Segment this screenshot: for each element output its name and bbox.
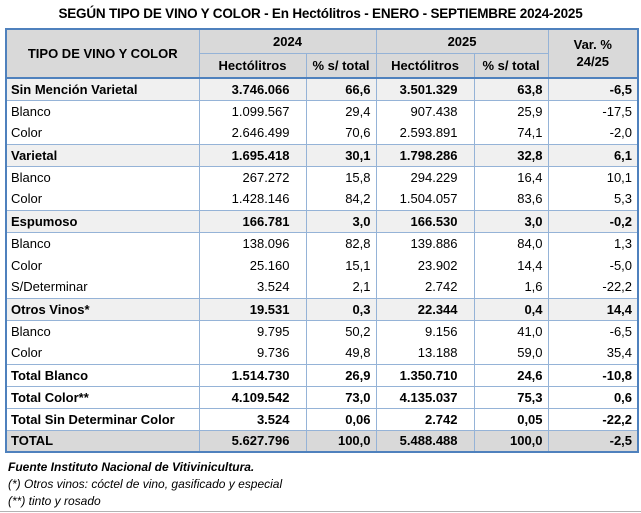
row-value-pct-2025: 0,05 [474,408,548,430]
row-value-pct-2025: 63,8 [474,78,548,100]
row-value-hectolitros-2024: 5.627.796 [199,430,306,452]
row-value-hectolitros-2025: 3.501.329 [376,78,474,100]
row-value-pct-2025: 1,6 [474,276,548,298]
row-value-hectolitros-2025: 1.504.057 [376,188,474,210]
row-label: S/Determinar [6,276,199,298]
row-value-pct-2024: 0,06 [306,408,376,430]
row-label: Blanco [6,166,199,188]
table-row [6,122,638,144]
table-row [6,232,638,254]
table-title: SEGÚN TIPO DE VINO Y COLOR - En Hectólitros - ENERO - SEPTIEMBRE 2024-2025 [58,6,583,21]
row-value-pct-2025: 14,4 [474,254,548,276]
footnote-otros-vinos: (*) Otros vinos: cóctel de vino, gasificado y especial [8,477,283,491]
row-value-hectolitros-2025: 5.488.488 [376,430,474,452]
row-value-hectolitros-2024: 1.514.730 [199,364,306,386]
table-row [6,320,638,342]
row-label: Color [6,188,199,210]
column-header-hectolitros-2024: Hectólitros [199,53,306,78]
row-value-var: 1,3 [548,232,638,254]
table-row [6,166,638,188]
row-value-hectolitros-2025: 22.344 [376,298,474,320]
row-value-hectolitros-2025: 13.188 [376,342,474,364]
row-value-pct-2025: 32,8 [474,144,548,166]
row-value-pct-2025: 24,6 [474,364,548,386]
row-value-hectolitros-2025: 23.902 [376,254,474,276]
row-value-pct-2025: 16,4 [474,166,548,188]
row-value-pct-2024: 0,3 [306,298,376,320]
row-value-var: -6,5 [548,78,638,100]
row-value-pct-2024: 73,0 [306,386,376,408]
row-value-pct-2024: 50,2 [306,320,376,342]
row-value-var: -17,5 [548,100,638,122]
row-value-hectolitros-2024: 25.160 [199,254,306,276]
row-value-hectolitros-2024: 9.736 [199,342,306,364]
row-value-hectolitros-2025: 2.742 [376,276,474,298]
row-value-hectolitros-2025: 1.798.286 [376,144,474,166]
row-label: Blanco [6,232,199,254]
row-label: Color [6,254,199,276]
table-row [6,144,638,166]
row-value-pct-2024: 26,9 [306,364,376,386]
column-header-2025: 2025 [376,29,548,53]
row-value-hectolitros-2025: 166.530 [376,210,474,232]
row-value-hectolitros-2025: 2.742 [376,408,474,430]
row-value-var: -2,0 [548,122,638,144]
table-row [6,430,638,452]
row-value-hectolitros-2024: 3.746.066 [199,78,306,100]
var-header-line2: 24/25 [576,53,610,69]
row-value-pct-2024: 30,1 [306,144,376,166]
row-value-var: 0,6 [548,386,638,408]
bottom-divider [0,511,641,512]
row-value-pct-2025: 25,9 [474,100,548,122]
row-label: Blanco [6,320,199,342]
row-label: Total Sin Determinar Color [6,408,199,430]
row-value-hectolitros-2024: 9.795 [199,320,306,342]
row-value-var: -10,8 [548,364,638,386]
row-value-pct-2024: 3,0 [306,210,376,232]
table-row [6,254,638,276]
table-row [6,364,638,386]
column-header-var [548,29,638,78]
table-row [6,386,638,408]
table-row [6,100,638,122]
row-value-pct-2024: 100,0 [306,430,376,452]
row-label: Varietal [6,144,199,166]
table-row [6,298,638,320]
row-value-pct-2025: 83,6 [474,188,548,210]
table-row [6,276,638,298]
row-value-hectolitros-2024: 3.524 [199,408,306,430]
row-value-pct-2025: 100,0 [474,430,548,452]
row-label: Color [6,122,199,144]
row-value-pct-2025: 3,0 [474,210,548,232]
row-value-hectolitros-2024: 166.781 [199,210,306,232]
var-header-line1: Var. % [573,37,612,53]
row-label: Color [6,342,199,364]
table-row [6,78,638,100]
row-value-hectolitros-2024: 2.646.499 [199,122,306,144]
row-value-var: 14,4 [548,298,638,320]
wine-statistics-table [5,28,639,453]
row-value-hectolitros-2025: 9.156 [376,320,474,342]
row-value-hectolitros-2024: 4.109.542 [199,386,306,408]
table-row [6,210,638,232]
row-value-var: -22,2 [548,408,638,430]
row-label: TOTAL [6,430,199,452]
row-value-pct-2025: 41,0 [474,320,548,342]
row-value-hectolitros-2025: 4.135.037 [376,386,474,408]
row-value-pct-2024: 49,8 [306,342,376,364]
row-value-pct-2025: 74,1 [474,122,548,144]
row-label: Total Color** [6,386,199,408]
row-value-var: 6,1 [548,144,638,166]
row-value-hectolitros-2025: 139.886 [376,232,474,254]
row-label: Total Blanco [6,364,199,386]
row-value-pct-2024: 82,8 [306,232,376,254]
row-value-var: -2,5 [548,430,638,452]
row-label: Espumoso [6,210,199,232]
row-value-pct-2024: 15,1 [306,254,376,276]
row-value-pct-2024: 70,6 [306,122,376,144]
column-header-pct-2024: % s/ total [306,53,376,78]
footnote-tinto-rosado: (**) tinto y rosado [8,494,101,508]
row-value-hectolitros-2024: 1.428.146 [199,188,306,210]
row-label: Sin Mención Varietal [6,78,199,100]
row-value-pct-2024: 29,4 [306,100,376,122]
row-value-var: -0,2 [548,210,638,232]
footnotes [8,459,282,510]
row-value-hectolitros-2024: 3.524 [199,276,306,298]
row-label: Otros Vinos* [6,298,199,320]
row-label: Blanco [6,100,199,122]
header-row-years [6,29,638,53]
row-value-hectolitros-2025: 1.350.710 [376,364,474,386]
row-value-pct-2025: 75,3 [474,386,548,408]
column-header-2024: 2024 [199,29,376,53]
table-row [6,188,638,210]
table-row [6,408,638,430]
row-value-pct-2024: 15,8 [306,166,376,188]
row-value-pct-2025: 59,0 [474,342,548,364]
column-header-pct-2025: % s/ total [474,53,548,78]
row-value-hectolitros-2024: 1.695.418 [199,144,306,166]
row-value-hectolitros-2025: 907.438 [376,100,474,122]
row-value-hectolitros-2024: 267.272 [199,166,306,188]
row-value-var: 10,1 [548,166,638,188]
footnote-source: Fuente Instituto Nacional de Vitivinicultura. [8,460,255,474]
row-value-hectolitros-2025: 2.593.891 [376,122,474,144]
row-value-pct-2024: 84,2 [306,188,376,210]
table-body [6,78,638,452]
row-value-hectolitros-2025: 294.229 [376,166,474,188]
row-value-var: 35,4 [548,342,638,364]
row-value-hectolitros-2024: 19.531 [199,298,306,320]
row-value-var: 5,3 [548,188,638,210]
table-row [6,342,638,364]
column-header-hectolitros-2025: Hectólitros [376,53,474,78]
row-value-pct-2024: 66,6 [306,78,376,100]
row-value-var: -22,2 [548,276,638,298]
column-header-tipo: TIPO DE VINO Y COLOR [6,29,199,78]
row-value-var: -5,0 [548,254,638,276]
table-header [6,29,638,78]
row-value-pct-2024: 2,1 [306,276,376,298]
row-value-pct-2025: 84,0 [474,232,548,254]
row-value-var: -6,5 [548,320,638,342]
row-value-hectolitros-2024: 138.096 [199,232,306,254]
row-value-hectolitros-2024: 1.099.567 [199,100,306,122]
row-value-pct-2025: 0,4 [474,298,548,320]
